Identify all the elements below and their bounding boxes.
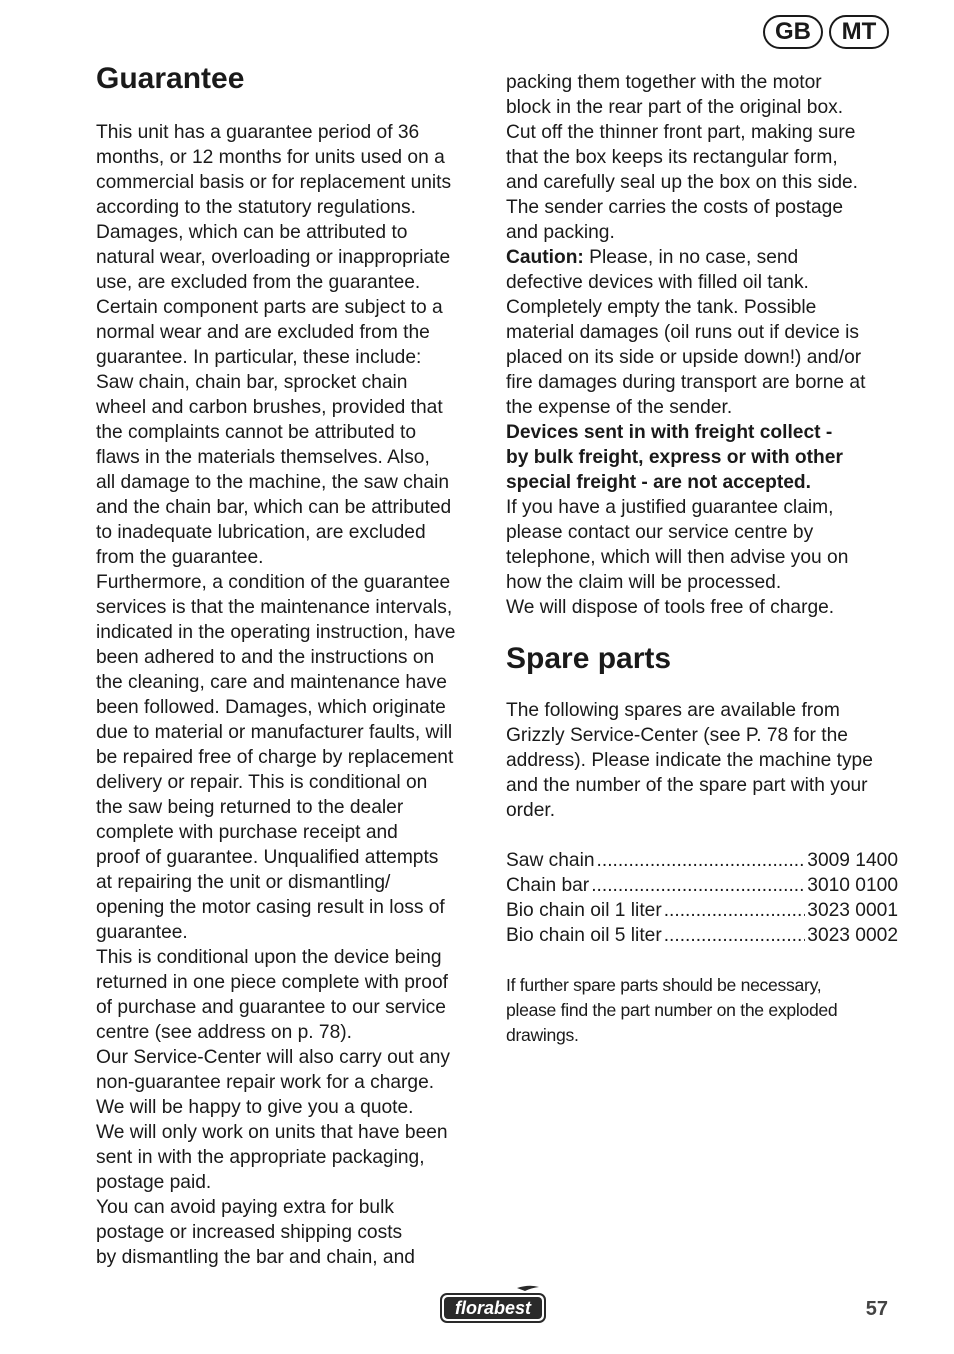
guarantee-text-line: been adhered to and the instructions on	[96, 647, 435, 668]
guarantee-text-line: Cut off the thinner front part, making sure	[506, 122, 856, 143]
note-text-line: please find the part number on the exploded	[506, 1000, 838, 1020]
florabest-logo	[439, 1284, 547, 1324]
caution-details	[506, 270, 898, 420]
caution-label: Caution:	[506, 247, 584, 268]
dot-leader	[597, 848, 806, 873]
lang-badge-gb: GB	[763, 15, 823, 49]
claim-text	[506, 495, 898, 620]
guarantee-text-line: block in the rear part of the original box.	[506, 97, 844, 118]
guarantee-text-line: sent in with the appropriate packaging,	[96, 1147, 425, 1168]
dot-leader	[591, 873, 805, 898]
spare-parts-list	[506, 848, 898, 948]
guarantee-text-line: This is conditional upon the device being	[96, 947, 442, 968]
spare-parts-note	[506, 973, 898, 1048]
guarantee-text	[96, 120, 488, 1270]
guarantee-text-line: commercial basis or for replacement units	[96, 172, 452, 193]
guarantee-text-line: guarantee. In particular, these include:	[96, 347, 422, 368]
intro-text-line: Grizzly Service-Center (see P. 78 for the	[506, 725, 848, 746]
claim-text-line: how the claim will be processed.	[506, 572, 782, 593]
spare-part-name: Bio chain oil 1 liter	[506, 900, 662, 921]
guarantee-text-line: delivery or repair. This is conditional on	[96, 772, 428, 793]
note-text-line: If further spare parts should be necessary,	[506, 975, 822, 995]
lang-badge-mt: MT	[829, 15, 889, 49]
claim-text-line: If you have a justified guarantee claim,	[506, 497, 834, 518]
caution-text-line: the expense of the sender.	[506, 397, 733, 418]
logo-text: florabest	[454, 1298, 532, 1318]
guarantee-text-line: the saw being returned to the dealer	[96, 797, 404, 818]
guarantee-text-line: Saw chain, chain bar, sprocket chain	[96, 372, 408, 393]
spare-part-row	[506, 923, 898, 948]
intro-text-line: address). Please indicate the machine type	[506, 750, 873, 771]
guarantee-heading: Guarantee	[96, 62, 245, 95]
intro-text-line: order.	[506, 800, 556, 821]
guarantee-text-line: to inadequate lubrication, are excluded	[96, 522, 426, 543]
guarantee-text-line: due to material or manufacturer faults, will	[96, 722, 453, 743]
spare-part-name: Bio chain oil 5 liter	[506, 925, 662, 946]
caution-line	[506, 245, 898, 270]
page-number: 57	[865, 1298, 888, 1320]
guarantee-text-line: that the box keeps its rectangular form,	[506, 147, 838, 168]
guarantee-text-line: of purchase and guarantee to our service	[96, 997, 446, 1018]
spare-part-row	[506, 848, 898, 873]
guarantee-text-line: indicated in the operating instruction, have	[96, 622, 456, 643]
intro-text-line: The following spares are available from	[506, 700, 840, 721]
caution-text-line: fire damages during transport are borne at	[506, 372, 866, 393]
guarantee-text-line: Furthermore, a condition of the guarantee	[96, 572, 451, 593]
guarantee-text-line: postage paid.	[96, 1172, 212, 1193]
guarantee-text-line: non-guarantee repair work for a charge.	[96, 1072, 435, 1093]
freight-text-line: by bulk freight, express or with other	[506, 447, 843, 468]
guarantee-text-line: This unit has a guarantee period of 36	[96, 122, 420, 143]
spare-part-number: 3023 0002	[807, 925, 898, 946]
guarantee-text-line: postage or increased shipping costs	[96, 1222, 403, 1243]
guarantee-text-line: wheel and carbon brushes, provided that	[96, 397, 443, 418]
guarantee-text-line: complete with purchase receipt and	[96, 822, 398, 843]
guarantee-text-line: Our Service-Center will also carry out any	[96, 1047, 451, 1068]
guarantee-text-line: natural wear, overloading or inappropriate	[96, 247, 451, 268]
guarantee-text-line: all damage to the machine, the saw chain	[96, 472, 450, 493]
guarantee-text-line: flaws in the materials themselves. Also,	[96, 447, 430, 468]
guarantee-text-line: The sender carries the costs of postage	[506, 197, 844, 218]
guarantee-text-line: guarantee.	[96, 922, 188, 943]
language-badges	[763, 15, 889, 49]
note-text-line: drawings.	[506, 1025, 579, 1045]
guarantee-text-line: We will only work on units that have been	[96, 1122, 448, 1143]
guarantee-text-line: services is that the maintenance intervals,	[96, 597, 453, 618]
spare-parts-heading: Spare parts	[506, 642, 672, 675]
spare-part-row	[506, 873, 898, 898]
guarantee-text-line: the complaints cannot be attributed to	[96, 422, 416, 443]
spare-parts-intro	[506, 698, 898, 823]
spare-part-number: 3010 0100	[807, 875, 898, 896]
claim-text-line: telephone, which will then advise you on	[506, 547, 849, 568]
guarantee-text-line: You can avoid paying extra for bulk	[96, 1197, 394, 1218]
spare-part-number: 3009 1400	[807, 850, 898, 871]
spare-part-row	[506, 898, 898, 923]
guarantee-text-line: by dismantling the bar and chain, and	[96, 1247, 415, 1268]
caution-text: Please, in no case, send	[589, 247, 799, 268]
intro-text-line: and the number of the spare part with your	[506, 775, 868, 796]
caution-text-line: material damages (oil runs out if device is	[506, 322, 859, 343]
guarantee-text-line: months, or 12 months for units used on a	[96, 147, 445, 168]
guarantee-text-line: according to the statutory regulations.	[96, 197, 416, 218]
caution-text-line: defective devices with filled oil tank.	[506, 272, 809, 293]
guarantee-text-line: be repaired free of charge by replacement	[96, 747, 454, 768]
claim-text-line: please contact our service centre by	[506, 522, 814, 543]
spare-part-number: 3023 0001	[807, 900, 898, 921]
claim-text-line: We will dispose of tools free of charge.	[506, 597, 835, 618]
guarantee-text-line: centre (see address on p. 78).	[96, 1022, 352, 1043]
guarantee-text-line: been followed. Damages, which originate	[96, 697, 446, 718]
freight-text-line: special freight - are not accepted.	[506, 472, 811, 493]
caution-text-line: placed on its side or upside down!) and/or	[506, 347, 862, 368]
spare-part-name: Saw chain	[506, 850, 595, 871]
caution-text-line: Completely empty the tank. Possible	[506, 297, 817, 318]
guarantee-text-line: at repairing the unit or dismantling/	[96, 872, 391, 893]
right-column	[506, 70, 898, 1048]
guarantee-text-line: We will be happy to give you a quote.	[96, 1097, 414, 1118]
dot-leader	[664, 898, 806, 923]
guarantee-text-line: Certain component parts are subject to a	[96, 297, 443, 318]
guarantee-continued-text	[506, 70, 898, 245]
guarantee-text-line: the cleaning, care and maintenance have	[96, 672, 447, 693]
guarantee-text-line: use, are excluded from the guarantee.	[96, 272, 421, 293]
left-column	[96, 60, 488, 1270]
guarantee-text-line: and carefully seal up the box on this side.	[506, 172, 858, 193]
dot-leader	[664, 923, 806, 948]
spare-part-name: Chain bar	[506, 875, 590, 896]
guarantee-text-line: normal wear and are excluded from the	[96, 322, 430, 343]
guarantee-text-line: and packing.	[506, 222, 615, 243]
guarantee-text-line: and the chain bar, which can be attributed	[96, 497, 452, 518]
guarantee-text-line: Damages, which can be attributed to	[96, 222, 408, 243]
freight-notice	[506, 420, 898, 495]
guarantee-text-line: proof of guarantee. Unqualified attempts	[96, 847, 439, 868]
guarantee-text-line: from the guarantee.	[96, 547, 264, 568]
freight-text-line: Devices sent in with freight collect -	[506, 422, 833, 443]
guarantee-text-line: opening the motor casing result in loss of	[96, 897, 445, 918]
guarantee-text-line: returned in one piece complete with proof	[96, 972, 448, 993]
guarantee-text-line: packing them together with the motor	[506, 72, 822, 93]
